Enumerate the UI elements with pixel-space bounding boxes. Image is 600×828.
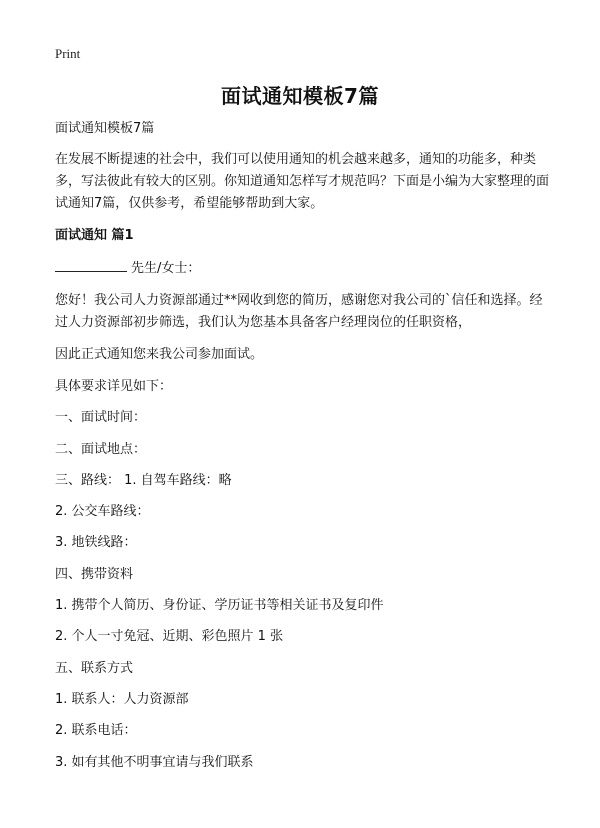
- salutation-text: 先生/女士：: [131, 261, 201, 276]
- document-title: 面试通知模板7篇: [221, 84, 379, 108]
- list-item: 四、携带资料: [55, 566, 134, 582]
- list-item: 3. 如有其他不明事宜请与我们联系: [55, 754, 254, 770]
- intro-paragraph: 在发展不断提速的社会中，我们可以使用通知的机会越来越多，通知的功能多，种类多，写法彼此有较大的区别。你知道通知怎样写才规范吗？下面是小编为大家整理的面试通知7篇，仅供参考，希望能够帮助到大家。: [55, 152, 550, 211]
- salutation-line: [55, 257, 555, 280]
- list-item: 3. 地铁线路：: [55, 535, 137, 551]
- body-paragraph-1: 您好！我公司人力资源部通过**网收到您的简历，感谢您对我公司的`信任和选择。经过人力资源部初步筛选，我们认为您基本具备客户经理岗位的任职资格，: [55, 293, 543, 330]
- list-item: 2. 公交车路线：: [55, 504, 150, 520]
- list-item: 二、面试地点：: [55, 441, 147, 457]
- document-body: [55, 118, 555, 783]
- section-heading: 面试通知 篇1: [55, 228, 134, 243]
- list-item: 2. 个人一寸免冠、近期、彩色照片 1 张: [55, 629, 284, 645]
- print-link[interactable]: Print: [55, 46, 81, 61]
- document-subtitle: 面试通知模板7篇: [55, 121, 155, 136]
- list-item: 具体要求详见如下：: [55, 379, 173, 394]
- body-paragraph-2: 因此正式通知您来我公司参加面试。: [55, 347, 264, 362]
- list-item: 五、联系方式: [55, 660, 134, 676]
- list-item: 三、路线： 1. 自驾车路线：略: [55, 472, 232, 488]
- list-item: 1. 联系人：人力资源部: [55, 691, 189, 707]
- list-item: 一、面试时间：: [55, 410, 147, 426]
- list-item: 2. 联系电话：: [55, 723, 137, 739]
- list-item: 1. 携带个人简历、身份证、学历证书等相关证书及复印件: [55, 598, 384, 614]
- name-blank-underline: [55, 257, 127, 272]
